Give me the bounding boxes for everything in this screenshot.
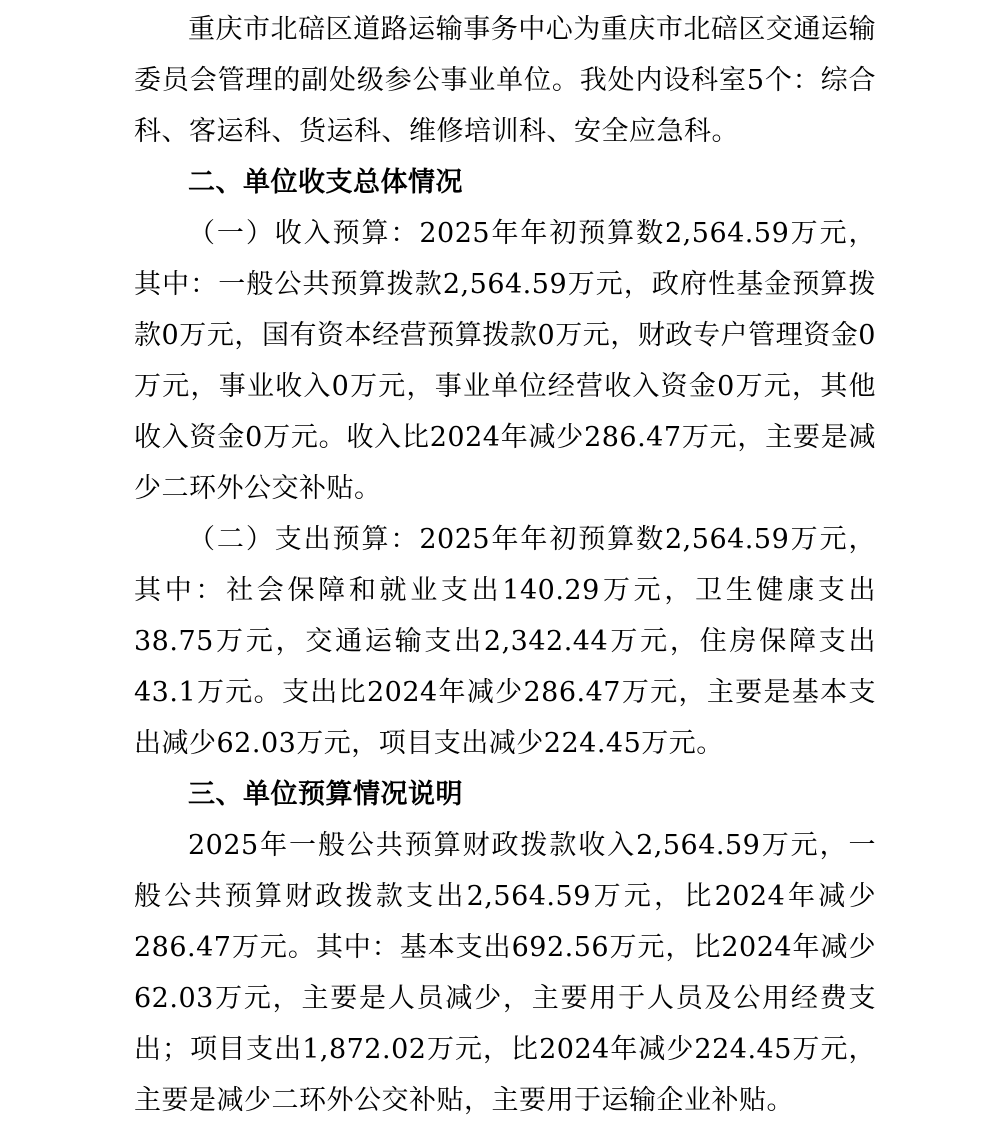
intro-paragraph: 重庆市北碚区道路运输事务中心为重庆市北碚区交通运输委员会管理的副处级参公事业单位。我处内设科室5个：综合科、客运科、货运科、维修培训科、安全应急科。 (134, 14, 876, 147)
section-3-heading: 三、单位预算情况说明 (188, 779, 463, 810)
section-3-paragraph: 2025年一般公共预算财政拨款收入2,564.59万元，一般公共预算财政拨款支出2,564.59万元，比2024年减少286.47万元。其中：基本支出692.56万元，比2024年减少62.03万元，主要是人员减少，主要用于人员及公用经费支出；项目支出1,872.02万元，比2024年减少224.45万元，主要是减少二环外公交补贴，主要用于运输企业补贴。 (134, 830, 876, 1116)
document-page (134, 4, 876, 1126)
income-budget-text: 2025年年初预算数2,564.59万元，其中：一般公共预算拨款2,564.59万元，政府性基金预算拨款0万元，国有资本经营预算拨款0万元，财政专户管理资金0万元，事业收入0万元，事业单位经营收入资金0万元，其他收入资金0万元。收入比2024年减少286.47万元，主要是减少二环外公交补贴。 (134, 218, 876, 504)
expenditure-budget-text: 2025年年初预算数2,564.59万元，其中：社会保障和就业支出140.29万元，卫生健康支出38.75万元，交通运输支出2,342.44万元，住房保障支出43.1万元。支出比2024年减少286.47万元，主要是基本支出减少62.03万元，项目支出减少224.45万元。 (134, 524, 876, 759)
income-budget-label: （一）收入预算： (188, 218, 420, 249)
income-budget-paragraph (134, 208, 876, 514)
expenditure-budget-label: （二）支出预算： (188, 524, 420, 555)
expenditure-budget-paragraph (134, 514, 876, 769)
section-2-heading: 二、单位收支总体情况 (188, 167, 463, 198)
